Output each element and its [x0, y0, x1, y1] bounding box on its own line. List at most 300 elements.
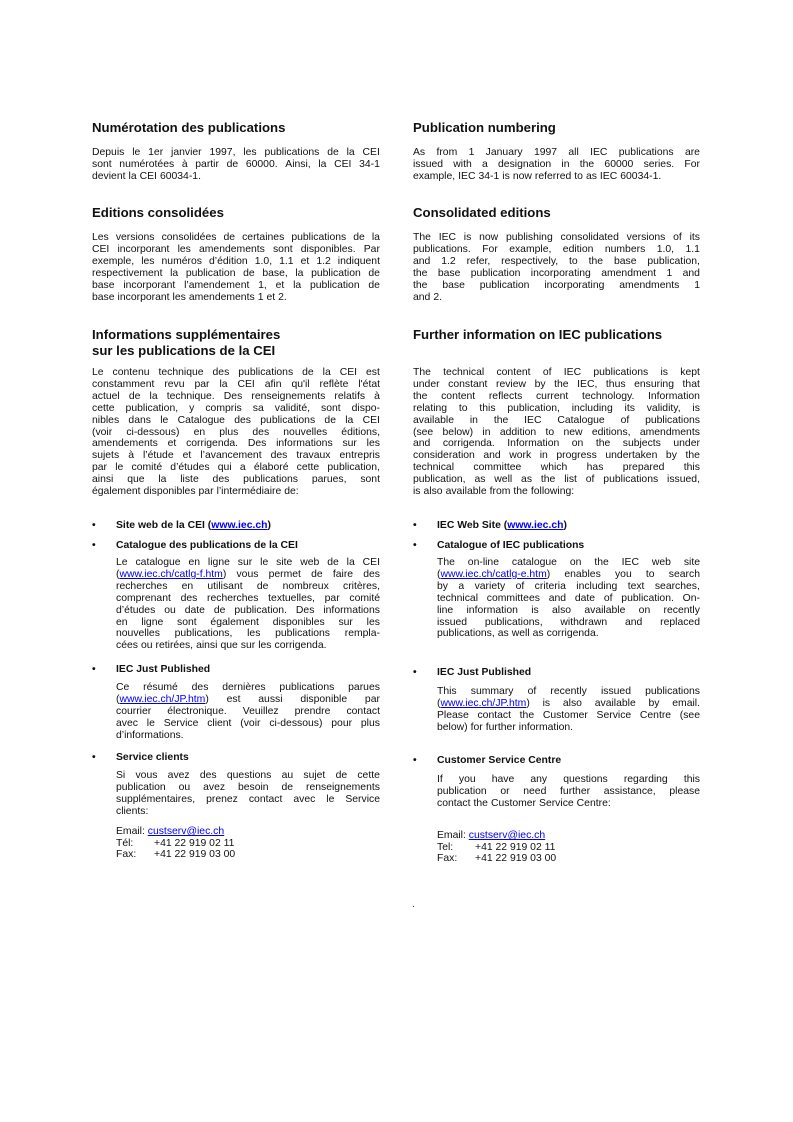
word: cette — [92, 402, 115, 414]
word: available — [584, 604, 626, 616]
word: a — [482, 158, 488, 170]
word: 60000. — [245, 158, 278, 170]
word: also — [562, 697, 582, 709]
word: textuelles, — [268, 592, 315, 604]
bullet-label-end: ) — [267, 520, 271, 531]
word: prepared — [622, 462, 665, 474]
word: la — [293, 279, 302, 291]
word: corrigenda. — [274, 640, 327, 652]
word: des — [234, 414, 251, 426]
bullet-label: Catalogue des publications de la CEI — [116, 540, 298, 551]
word: (voir — [240, 717, 261, 729]
word: nouvelles — [116, 628, 160, 640]
word: the — [594, 557, 609, 568]
word: CEI — [237, 378, 255, 390]
contact-info-en — [437, 830, 700, 865]
word: avez — [203, 781, 226, 793]
text-line — [92, 256, 380, 268]
word: les — [247, 628, 261, 640]
word: publications — [238, 367, 294, 378]
word: publications — [275, 628, 331, 640]
text-line — [413, 450, 700, 462]
email-link[interactable]: custserv@iec.ch — [468, 830, 546, 841]
text-line — [92, 403, 380, 415]
word: sujets — [92, 450, 120, 462]
word: The — [437, 557, 455, 568]
word: further — [485, 721, 516, 733]
word: recently — [550, 686, 587, 697]
bullet-label: IEC Just Published — [116, 664, 211, 675]
heading-consolidated-editions: Consolidated editions — [413, 205, 551, 220]
word: numbers — [604, 243, 646, 255]
footer-dot: . — [412, 899, 415, 910]
word: base, — [262, 267, 288, 279]
word: est — [366, 367, 380, 378]
text-line — [437, 722, 700, 734]
word: publication — [470, 267, 521, 279]
word: and — [413, 291, 431, 303]
word: from — [436, 147, 458, 158]
word: issued — [600, 686, 631, 697]
word: Catalogue — [557, 414, 605, 426]
bullet-label: IEC Just Published — [437, 667, 532, 678]
word: (www.iec.ch/catlg-e.htm) — [437, 568, 551, 580]
word: technique — [158, 367, 204, 378]
word: base — [92, 279, 115, 291]
text-line — [437, 569, 700, 581]
word: As — [413, 147, 426, 158]
word: 2. — [433, 291, 443, 303]
link-iec-website[interactable]: www.iec.ch — [507, 520, 564, 531]
paragraph-catalogue — [116, 557, 380, 652]
word: is — [463, 232, 472, 243]
word: For — [482, 243, 498, 255]
word: en — [193, 426, 206, 438]
word: searches, — [654, 580, 700, 592]
word: de — [213, 604, 226, 616]
word: les — [141, 255, 155, 267]
text-line — [413, 427, 700, 439]
word: and — [413, 255, 431, 267]
word: below) — [437, 721, 468, 733]
bullet-icon: • — [413, 520, 417, 531]
text-line — [413, 474, 700, 486]
word: this — [479, 402, 496, 414]
link[interactable]: www.iec.ch/catlg-f.htm — [119, 568, 223, 580]
word: CEI — [139, 170, 157, 182]
paragraph-consolidated-editions — [413, 232, 700, 303]
word: prendre — [294, 705, 331, 717]
text-line — [92, 268, 380, 280]
word: committee — [473, 462, 522, 474]
word: publication — [437, 785, 487, 797]
word: and — [483, 450, 501, 462]
paragraph-customer-service — [437, 774, 700, 810]
word: cette — [296, 462, 320, 474]
contact-info-fr — [116, 826, 380, 861]
word: including — [571, 402, 613, 414]
word: contenu — [112, 367, 150, 378]
word: y — [189, 402, 195, 414]
text-line — [116, 770, 380, 782]
word: 1 — [666, 267, 673, 279]
word: la — [371, 232, 380, 243]
word: publication — [479, 279, 530, 291]
word: publishing — [505, 232, 553, 243]
word: catalogue — [135, 557, 181, 568]
link[interactable]: www.iec.ch/catlg-e.htm — [440, 568, 547, 580]
word: CEI — [339, 367, 358, 378]
bullet-icon: • — [92, 520, 96, 531]
word: site — [683, 557, 700, 568]
word: contact — [437, 797, 471, 809]
word: review — [495, 378, 527, 390]
word: sa — [252, 402, 264, 414]
word: contact — [346, 705, 380, 717]
text-line — [92, 379, 380, 391]
word: supplémentaires, — [116, 793, 196, 805]
word: les — [177, 243, 191, 255]
text-line — [413, 232, 700, 244]
word: as — [497, 628, 509, 640]
word: of — [585, 474, 595, 486]
word: ainsi — [92, 474, 114, 486]
word: sur — [338, 616, 353, 628]
word: de — [324, 414, 336, 426]
word: base — [613, 255, 637, 267]
word: which — [540, 462, 568, 474]
word: by — [534, 378, 546, 390]
word: the — [554, 378, 569, 390]
word: publication, — [327, 462, 380, 474]
word: subjects — [622, 438, 661, 450]
text-line — [116, 569, 380, 581]
word: Ce — [116, 682, 130, 693]
word: IEC, — [577, 378, 598, 390]
word: Information — [507, 438, 560, 450]
fax-label: Fax: — [437, 853, 458, 865]
word: designation — [498, 158, 552, 170]
word: et — [300, 255, 310, 267]
text-line — [413, 292, 700, 304]
word: Des — [295, 604, 315, 616]
text-line — [413, 244, 700, 256]
word: amendements — [198, 243, 265, 255]
word: issued, — [667, 474, 700, 486]
word: Catalogue — [177, 414, 225, 426]
text-line — [437, 605, 700, 617]
word: (see — [413, 426, 434, 438]
text-line — [413, 159, 700, 171]
link-iec-website[interactable]: www.iec.ch — [211, 520, 268, 531]
word: incorporant — [117, 243, 170, 255]
word: revu — [164, 378, 185, 390]
word: technique. — [166, 390, 215, 402]
word: thus — [605, 378, 626, 390]
word: base — [437, 267, 461, 279]
word: publications — [264, 147, 320, 158]
word: Service — [345, 793, 380, 805]
bullet-label: Customer Service Centre — [437, 755, 562, 766]
word: la — [149, 390, 158, 402]
word: prenez — [206, 793, 238, 805]
word: referred — [534, 170, 572, 182]
word: le — [146, 717, 155, 729]
bullet-icon: • — [413, 755, 417, 766]
word: and — [624, 616, 643, 628]
word: IEC — [458, 170, 476, 182]
word: IEC — [438, 232, 457, 243]
word: as — [532, 628, 544, 640]
word: disponibles — [143, 486, 196, 498]
tel-label: Tel: — [437, 841, 454, 853]
word: certaines — [242, 232, 285, 243]
word: date — [184, 604, 205, 616]
word: with — [453, 158, 472, 170]
word: de — [368, 267, 380, 279]
word: email. — [672, 697, 700, 709]
word: and — [548, 592, 567, 604]
word: incorporant — [123, 279, 176, 291]
word: as — [521, 474, 533, 486]
word: consolidated — [560, 232, 619, 243]
word: in — [539, 450, 548, 462]
word: a — [239, 462, 246, 474]
word: publications — [243, 474, 299, 486]
word: enables — [564, 568, 601, 580]
text-line — [116, 694, 380, 706]
word: new — [563, 426, 583, 438]
word: For — [684, 158, 700, 170]
text-line — [116, 706, 380, 718]
word: in — [561, 158, 570, 170]
word: committees — [486, 592, 540, 604]
word: la — [322, 367, 331, 378]
text-line — [116, 593, 380, 605]
word: (www.iec.ch/catlg-f.htm) — [116, 568, 227, 580]
word: also — [423, 486, 443, 498]
word: par — [194, 378, 210, 390]
word: clients: — [116, 805, 149, 817]
word: web — [300, 557, 320, 568]
word: base — [92, 291, 115, 303]
word: replaced — [660, 616, 700, 628]
word: également — [210, 616, 259, 628]
word: l’amendement — [184, 279, 250, 291]
word: amendment — [601, 267, 657, 279]
word: the — [473, 797, 488, 809]
word: la — [158, 474, 167, 486]
word: to — [458, 402, 468, 414]
word: is — [531, 604, 539, 616]
word: you — [458, 774, 476, 785]
word: publications — [279, 682, 335, 693]
word: publication. — [621, 592, 674, 604]
word: publication — [309, 279, 360, 291]
word: relatifs — [334, 390, 366, 402]
word: list — [564, 474, 577, 486]
word: the — [413, 267, 428, 279]
word: you — [614, 568, 632, 580]
tel-label: Tél: — [116, 837, 134, 849]
word: IEC — [563, 367, 582, 378]
paragraph-just-published — [437, 686, 700, 734]
word: example, — [413, 170, 456, 182]
word: to — [545, 426, 555, 438]
paragraph-catalogue — [437, 557, 700, 640]
link[interactable]: www.iec.ch/JP.htm — [119, 693, 206, 705]
word: reflects — [488, 390, 523, 402]
word: nibles — [92, 414, 120, 426]
word: sujet — [303, 770, 326, 781]
word: janvier — [171, 147, 202, 158]
word: de — [335, 770, 348, 781]
word: la — [295, 267, 304, 279]
word: 60034-1. — [159, 170, 201, 182]
text-line — [116, 682, 380, 694]
word: the — [519, 709, 535, 721]
heading-editions-consolidees: Editions consolidées — [92, 205, 224, 220]
word: la — [219, 378, 228, 390]
text-line — [413, 438, 700, 450]
word: ligne — [207, 557, 230, 568]
word: 1 — [468, 147, 475, 158]
word: under — [413, 378, 440, 390]
word: compris — [205, 402, 242, 414]
word: of — [603, 592, 613, 604]
text-line — [413, 462, 700, 474]
word: available — [594, 697, 636, 709]
email-label: Email: — [116, 826, 145, 837]
word: de — [311, 568, 323, 580]
word: les — [366, 438, 380, 450]
word: IEC — [590, 147, 608, 158]
word: and — [413, 438, 431, 450]
word: les — [258, 640, 272, 652]
word: disponibles. — [300, 243, 356, 255]
word: on — [569, 557, 582, 568]
bullet-label: IEC Web Site ( — [437, 520, 508, 531]
word: partir — [195, 158, 219, 170]
word: 1 — [257, 291, 264, 303]
word: pour — [331, 717, 353, 729]
word: cées — [116, 640, 138, 652]
word: informations — [323, 604, 380, 616]
word: content — [441, 390, 476, 402]
paragraph-further-information — [413, 367, 700, 498]
text-line — [92, 427, 380, 439]
word: technical — [437, 592, 479, 604]
word: est — [226, 693, 241, 705]
word: vous — [135, 770, 158, 781]
word: below) — [442, 426, 474, 438]
bullet-icon: • — [92, 664, 96, 675]
word: On- — [682, 592, 700, 604]
word: renseignements — [306, 781, 380, 793]
word: devient — [92, 170, 126, 182]
text-line — [437, 557, 700, 569]
word: incorporating — [530, 267, 591, 279]
word: its — [624, 402, 635, 414]
text-line — [92, 462, 380, 474]
word: 1.0, — [254, 255, 273, 267]
word: kept — [680, 367, 700, 378]
word: now — [479, 232, 499, 243]
link[interactable]: www.iec.ch/JP.htm — [440, 697, 527, 709]
paragraph-informations — [92, 367, 380, 498]
word: well — [511, 628, 530, 640]
word: utilisant — [207, 580, 243, 592]
email-link[interactable]: custserv@iec.ch — [147, 826, 225, 837]
word: et — [275, 279, 285, 291]
bullet-label-end: ) — [563, 520, 567, 531]
word: The — [413, 367, 431, 378]
word: de — [128, 390, 141, 402]
word: edition — [562, 243, 594, 255]
word: travaux — [296, 450, 331, 462]
word: in — [469, 414, 478, 426]
word: recherches — [116, 580, 168, 592]
word: des — [212, 474, 230, 486]
word: text — [627, 580, 645, 592]
word: Des — [247, 438, 267, 450]
heading-publication-numbering: Publication numbering — [413, 120, 556, 135]
word: validité, — [274, 402, 310, 414]
word: publications — [618, 147, 674, 158]
word: numérotées — [119, 158, 175, 170]
word: ci-dessous) — [269, 717, 323, 729]
word: ensuring — [634, 378, 674, 390]
word: corrigenda. — [442, 438, 495, 450]
word: technical — [413, 462, 455, 474]
word: amendements — [92, 438, 158, 450]
text-line — [437, 617, 700, 629]
word: Please — [437, 709, 469, 721]
word: dernières — [222, 682, 266, 693]
word: comprenant — [116, 592, 171, 604]
word: available — [445, 486, 487, 498]
word: également — [92, 486, 141, 498]
word: consideration — [413, 450, 475, 462]
word: ou — [164, 604, 176, 616]
word: CEI — [334, 158, 352, 170]
word: constant — [448, 378, 488, 390]
word: de — [327, 147, 339, 158]
word: indiquent — [337, 255, 380, 267]
word: et — [167, 438, 177, 450]
bullet-label: Site web de la CEI ( — [116, 520, 212, 531]
word: this — [683, 774, 700, 785]
word: of — [620, 414, 630, 426]
word: this — [683, 462, 700, 474]
word: validity, — [646, 402, 681, 414]
word: par — [92, 462, 108, 474]
text-line — [413, 403, 700, 415]
word: en — [116, 616, 128, 628]
word: the — [540, 474, 556, 486]
heading-informations-1: Informations supplémentaires — [92, 327, 281, 342]
word: This — [437, 686, 457, 697]
word: sont — [92, 158, 112, 170]
word: liste — [180, 474, 199, 486]
word: to — [574, 170, 583, 182]
bullet-label: Catalogue of IEC publications — [437, 540, 585, 551]
word: de — [327, 557, 339, 568]
word: ainsi — [196, 640, 218, 652]
text-line — [92, 450, 380, 462]
word: de: — [284, 486, 299, 498]
word: publications — [645, 414, 700, 426]
